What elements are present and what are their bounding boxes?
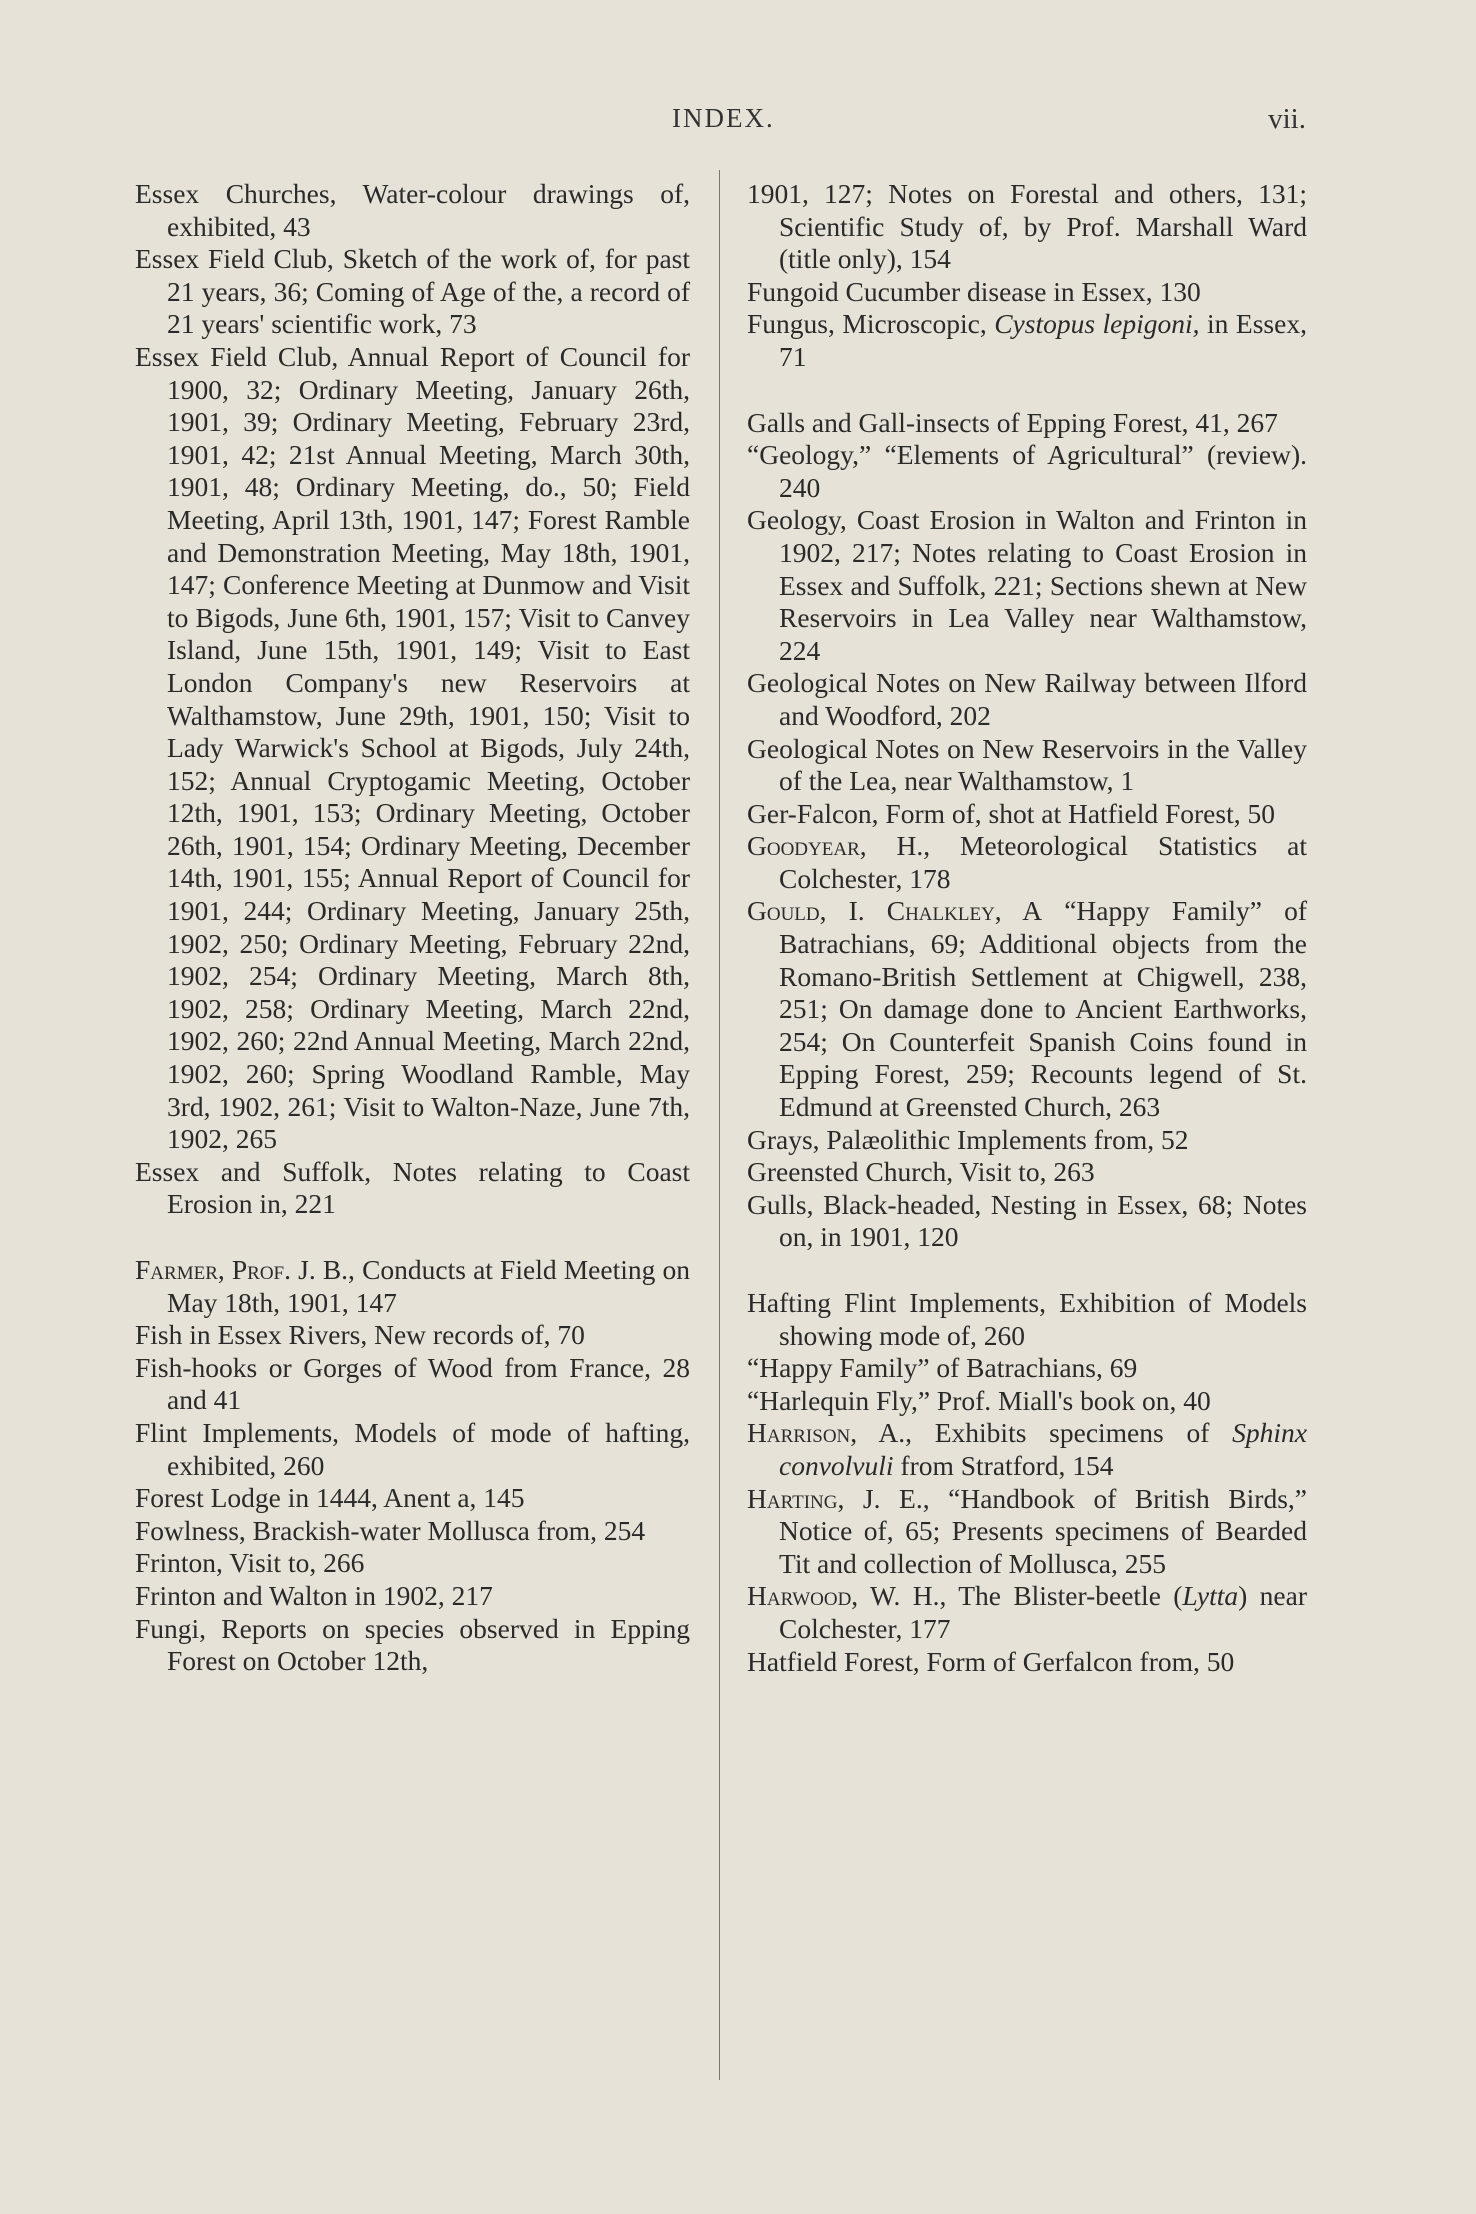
index-entry [135, 1417, 690, 1482]
entry-text: Greensted Church, Visit to, 263 [747, 1156, 1095, 1188]
column-divider [719, 170, 720, 2080]
entry-text: Essex Field Club, Sketch of the work of, for past 21 years, 36; Coming of Age of the, a record of 21 years' scientific work, 73 [135, 243, 690, 340]
index-entry [135, 341, 690, 1156]
index-entry [747, 407, 1307, 440]
entry-text: Frinton and Walton in 1902, 217 [135, 1579, 493, 1611]
entry-text: Flint Implements, Models of mode of hafting, exhibited, 260 [135, 1416, 690, 1481]
index-entry [747, 667, 1307, 732]
index-entry [135, 1352, 690, 1417]
entry-text: Ger-Falcon, Form of, shot at Hatfield Forest, 50 [747, 797, 1275, 829]
right-column [747, 178, 1307, 1678]
page-title: INDEX. [672, 103, 775, 133]
entry-text: Gulls, Black-headed, Nesting in Essex, 68; Notes on, in 1901, 120 [747, 1188, 1307, 1253]
index-entry [747, 439, 1307, 504]
page-number: vii. [1268, 103, 1306, 135]
index-entry [747, 178, 1307, 276]
index-entry [135, 1156, 690, 1221]
entry-text: Geology, Coast Erosion in Walton and Frinton in 1902, 217; Notes relating to Coast Erosion in Essex and Suffolk, 221; Sections shewn at New Reservoirs in Lea Valley near Walthamstow, 224 [747, 504, 1307, 666]
index-entry [135, 1580, 690, 1613]
entry-text: “Happy Family” of Batrachians, 69; Additional objects from the Romano-British Settlement at Chigwell, 238, 251; On damage done to Ancient Earthworks, 254; On Counterfeit Spanish Coins found in Epping Forest, 259; Recounts legend of St. Edmund at Greensted Church, 263 [779, 895, 1307, 1123]
index-entry [747, 1156, 1307, 1189]
entry-text: Grays, Palæolithic Implements from, 52 [747, 1123, 1189, 1155]
entry-text: Fish-hooks or Gorges of Wood from France, 28 and 41 [135, 1351, 690, 1416]
index-entry [135, 1515, 690, 1548]
index-entry [747, 1385, 1307, 1418]
entry-text: from Stratford, 154 [893, 1449, 1114, 1481]
entry-text: Forest Lodge in 1444, Anent a, 145 [135, 1482, 525, 1514]
entry-text: Fish in Essex Rivers, New records of, 70 [135, 1319, 585, 1351]
entry-text: Frinton, Visit to, 266 [135, 1547, 365, 1579]
entry-text: Fowlness, Brackish-water Mollusca from, 254 [135, 1514, 646, 1546]
index-entry [747, 504, 1307, 667]
index-entry [135, 1319, 690, 1352]
index-entry [747, 1189, 1307, 1254]
entry-text: The Blister-beetle ( [946, 1580, 1183, 1612]
entry-text: Meteorological Statistics at Colchester, 178 [779, 830, 1307, 894]
entry-name: Harwood, W. H., [747, 1580, 947, 1612]
entry-text: Exhibits specimens of [911, 1417, 1233, 1449]
entry-text: “Geology,” “Elements of Agricultural” (review). 240 [747, 439, 1307, 503]
entry-name: Harrison, A., [747, 1417, 912, 1449]
entry-name: Harting, J. E., [747, 1482, 930, 1514]
entry-text: Essex Churches, Water-colour drawings of, exhibited, 43 [135, 178, 690, 242]
index-entry [747, 895, 1307, 1123]
index-entry [747, 798, 1307, 831]
entry-text: Fungoid Cucumber disease in Essex, 130 [747, 275, 1201, 307]
index-entry [747, 1287, 1307, 1352]
index-entry [747, 308, 1307, 373]
index-entry [747, 733, 1307, 798]
index-entry [135, 1547, 690, 1580]
entry-name: Gould, I. Chalkley, A [747, 895, 1043, 927]
index-entry [747, 1417, 1307, 1482]
left-column [135, 178, 690, 1678]
index-entry [135, 1254, 690, 1319]
index-entry [135, 1613, 690, 1678]
entry-text: in Essex, 71 [779, 308, 1307, 372]
index-entry [747, 1483, 1307, 1581]
entry-text: ) near Colchester, 177 [779, 1580, 1307, 1644]
entry-text: Fungi, Reports on species observed in Epping Forest on October 12th, [135, 1612, 690, 1677]
section-gap [747, 374, 1307, 407]
index-entry [135, 243, 690, 341]
entry-text: “Handbook of British Birds,” Notice of, 65; Presents specimens of Bearded Tit and collection of Mollusca, 255 [779, 1482, 1307, 1579]
page-header [0, 103, 1476, 143]
entry-text: Essex and Suffolk, Notes relating to Coast Erosion in, 221 [135, 1155, 690, 1220]
entry-italic: Cystopus lepigoni, [994, 308, 1200, 340]
entry-name: Farmer, Prof. J. B., [135, 1254, 355, 1285]
index-entry [135, 1482, 690, 1515]
entry-text: Geological Notes on New Reservoirs in the Valley of the Lea, near Walthamstow, 1 [747, 732, 1307, 797]
entry-text: Hatfield Forest, Form of Gerfalcon from, 50 [747, 1645, 1235, 1677]
entry-text: Geological Notes on New Railway between Ilford and Woodford, 202 [747, 667, 1307, 731]
section-gap [747, 1254, 1307, 1287]
entry-text: Essex Field Club, Annual Report of Council for 1900, 32; Ordinary Meeting, January 26th, 1901, 39; Ordinary Meeting, February 23rd, 1901, 42; 21st Annual Meeting, March 30th, 1901, 48; Ordinary Meeting, do., 50; Field Meeting, April 13th, 1901, 147; Forest Ramble and Demonstration Meeting, May 18th, 1901, 147; Conference Meeting at Dunmow and Visit to Bigods, June 6th, 1901, 157; Visit to Canvey Island, June 15th, 1901, 149; Visit to East London Company's new Reservoirs at Walthamstow, June 29th, 1901, 150; Visit to Lady Warwick's School at Bigods, July 24th, 152; Annual Cryptogamic Meeting, October 12th, 1901, 153; Ordinary Meeting, October 26th, 1901, 154; Ordinary Meeting, December 14th, 1901, 155; Annual Report of Council for 1901, 244; Ordinary Meeting, January 25th, 1902, 250; Ordinary Meeting, February 22nd, 1902, 254; Ordinary Meeting, March 8th, 1902, 258; Ordinary Meeting, March 22nd, 1902, 260; 22nd Annual Meeting, March 22nd, 1902, 260; Spring Woodland Ramble, May 3rd, 1902, 261; Visit to Walton-Naze, June 7th, 1902, 265 [135, 340, 690, 1155]
index-entry [747, 830, 1307, 895]
index-entry [747, 1580, 1307, 1645]
entry-name: Goodyear, H., [747, 830, 931, 862]
entry-text: Fungus, Microscopic, [747, 308, 995, 340]
entry-text: “Happy Family” of Batrachians, 69 [747, 1352, 1138, 1384]
entry-text: “Harlequin Fly,” Prof. Miall's book on, 40 [747, 1384, 1211, 1416]
entry-text: Conducts at Field Meeting on May 18th, 1901, 147 [167, 1254, 690, 1318]
index-entry [747, 1352, 1307, 1385]
entry-italic: Lytta [1182, 1580, 1239, 1612]
entry-text: 1901, 127; Notes on Forestal and others, 131; Scientific Study of, by Prof. Marshall Ward (title only), 154 [747, 178, 1307, 275]
entry-text: Galls and Gall-insects of Epping Forest, 41, 267 [747, 406, 1278, 438]
entry-italic: Sphinx convolvuli [779, 1417, 1307, 1481]
section-gap [135, 1221, 690, 1254]
index-entry [747, 1646, 1307, 1679]
index-entry [135, 178, 690, 243]
entry-text: Hafting Flint Implements, Exhibition of Models showing mode of, 260 [747, 1287, 1307, 1351]
index-entry [747, 276, 1307, 309]
index-entry [747, 1124, 1307, 1157]
